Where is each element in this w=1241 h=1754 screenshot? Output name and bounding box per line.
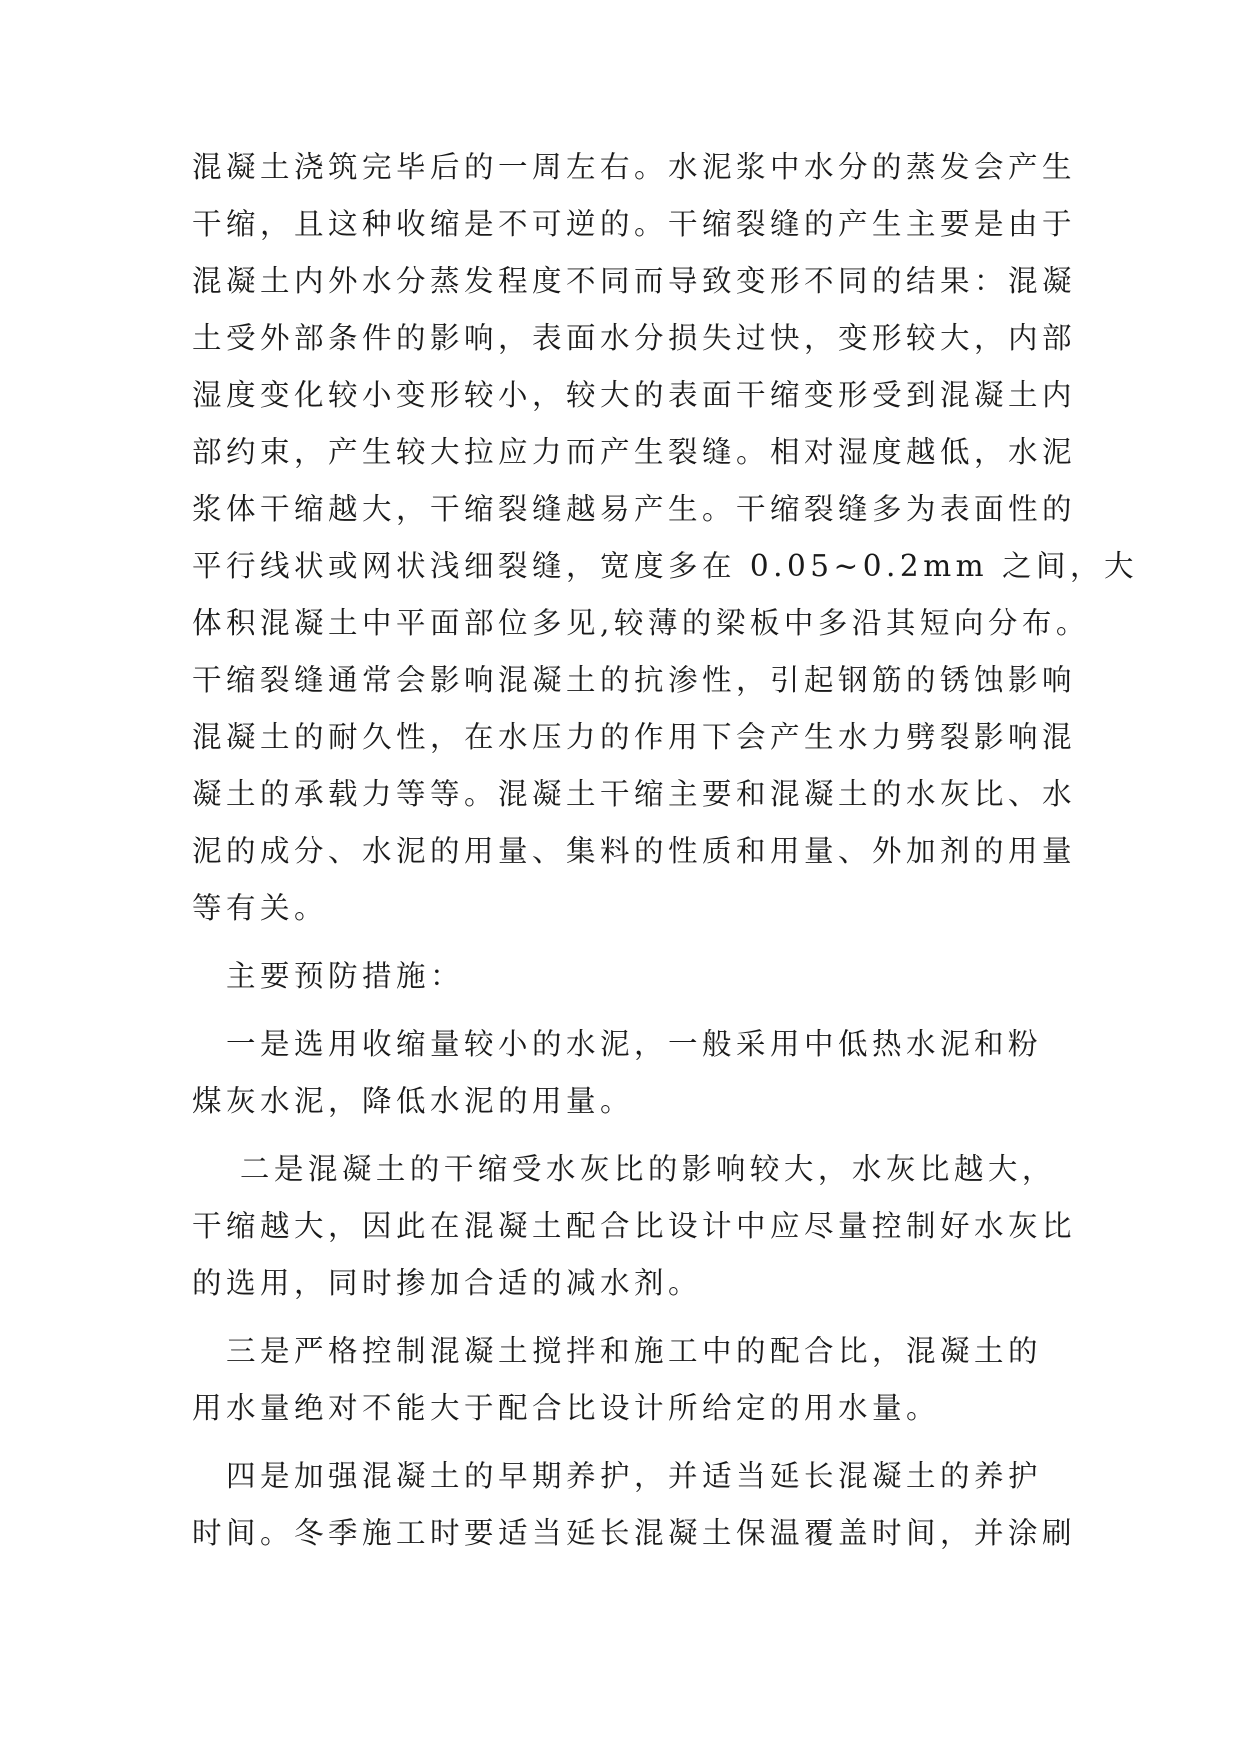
text-line: 混凝土浇筑完毕后的一周左右。水泥浆中水分的蒸发会产生 xyxy=(192,150,1077,184)
text-line: 用水量绝对不能大于配合比设计所给定的用水量。 xyxy=(192,1391,941,1425)
text-line: 干缩越大，因此在混凝土配合比设计中应尽量控制好水灰比 xyxy=(192,1209,1077,1243)
text-line: 二是混凝土的干缩受水灰比的影响较大，水灰比越大， xyxy=(192,1152,1056,1186)
text-line: 混凝土内外水分蒸发程度不同而导致变形不同的结果：混凝 xyxy=(192,264,1077,298)
text-line: 时间。冬季施工时要适当延长混凝土保温覆盖时间，并涂刷 xyxy=(192,1516,1077,1550)
text-line: 干缩裂缝通常会影响混凝土的抗渗性，引起钢筋的锈蚀影响 xyxy=(192,663,1077,697)
text-line: 等有关。 xyxy=(192,891,329,925)
text-line: 土受外部条件的影响，表面水分损失过快，变形较大，内部 xyxy=(192,321,1077,355)
text-line: 湿度变化较小变形较小，较大的表面干缩变形受到混凝土内 xyxy=(192,378,1077,412)
text-line: 的选用，同时掺加合适的减水剂。 xyxy=(192,1266,703,1300)
text-line: 三是严格控制混凝土搅拌和施工中的配合比，混凝土的 xyxy=(192,1334,1043,1368)
text-line: 体积混凝土中平面部位多见,较薄的梁板中多沿其短向分布。 xyxy=(192,606,1090,640)
text-line: 混凝土的耐久性，在水压力的作用下会产生水力劈裂影响混 xyxy=(192,720,1077,754)
section-heading: 主要预防措施： xyxy=(192,959,465,993)
text-line: 部约束，产生较大拉应力而产生裂缝。相对湿度越低，水泥 xyxy=(192,435,1077,469)
text-line: 煤灰水泥，降低水泥的用量。 xyxy=(192,1084,635,1118)
text-line: 一是选用收缩量较小的水泥，一般采用中低热水泥和粉 xyxy=(192,1027,1043,1061)
text-line: 泥的成分、水泥的用量、集料的性质和用量、外加剂的用量 xyxy=(192,834,1077,868)
text-line: 平行线状或网状浅细裂缝，宽度多在 0.05~0.2mm 之间，大 xyxy=(192,549,1139,583)
text-line: 浆体干缩越大，干缩裂缝越易产生。干缩裂缝多为表面性的 xyxy=(192,492,1077,526)
text-line: 四是加强混凝土的早期养护，并适当延长混凝土的养护 xyxy=(192,1459,1043,1493)
text-line: 凝土的承载力等等。混凝土干缩主要和混凝土的水灰比、水 xyxy=(192,777,1077,811)
text-line: 干缩，且这种收缩是不可逆的。干缩裂缝的产生主要是由于 xyxy=(192,207,1077,241)
